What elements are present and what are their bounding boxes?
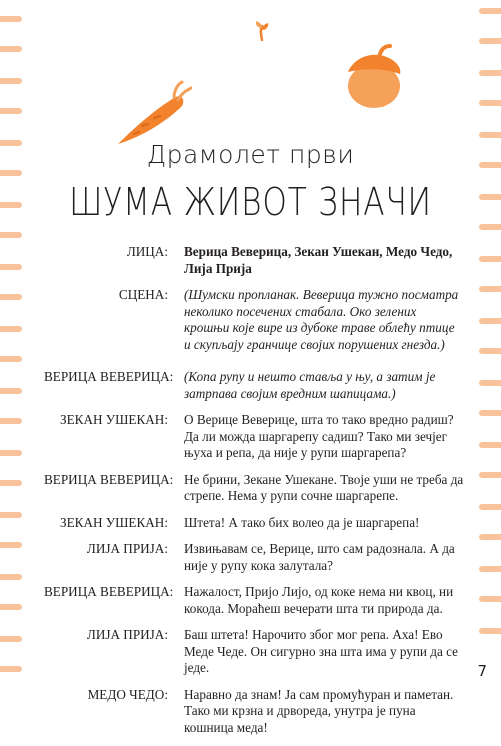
- speaker-label: МЕДО ЧЕДО:: [87, 686, 168, 702]
- script-row: [44, 412, 464, 462]
- dialogue-line: Штета! А тако бих волео да је шаргарепа!: [184, 514, 420, 530]
- page-title: ШУМА ЖИВОТ ЗНАЧИ: [69, 180, 432, 224]
- acorn-icon: [340, 42, 406, 112]
- page-number: 7: [477, 662, 487, 680]
- dialogue-line: Нажалост, Пријо Лијо, од коке нема ни квоц, ни кокода. Морaћеш вечерати шта ти природа да.: [184, 584, 454, 616]
- sprout-icon: [250, 18, 274, 42]
- dialogue-line: Баш штета! Нарочито због мог репа. Аха! Ево Медe Чеде. Он сигурно зна шта има у рупи да се једе.: [184, 627, 458, 675]
- dialogue-line: Извињавам се, Верице, што сам радознала. А да није у рупу кока залутала?: [184, 541, 455, 573]
- dialogue-line: Не брини, Зекане Ушекане. Твоје уши не треба да стрепе. Нема у рупи сочне шаргарепе.: [184, 471, 464, 503]
- speaker-label: ЗЕКАН УШЕКАН:: [59, 514, 168, 530]
- dialogue-line: О Верице Веверице, шта то тако вредно радиш? Да ли можда шаргарепу садиш? Тако ми зечјег њуха и репа, да није у рупи шаргарепа?: [184, 412, 454, 460]
- speaker-label: СЦЕНА:: [118, 287, 168, 302]
- speaker-label: ВЕРИЦА ВЕВЕРИЦА:: [44, 369, 174, 384]
- script-row: [44, 369, 464, 402]
- speaker-label: ВЕРИЦА ВЕВЕРИЦА:: [44, 584, 174, 599]
- play-script: [44, 244, 464, 746]
- scene-direction: (Шумски пропланак. Веверица тужно посматра неколико посечених стабала. Око зелених крошњи које вире из дубоке траве облећу птице и скупљају гранчице својих порушених гнезда.): [184, 287, 459, 352]
- speaker-label: ЛИЈА ПРИЈА:: [86, 627, 168, 642]
- speaker-label: ЗЕКАН УШЕКАН:: [59, 412, 168, 427]
- script-row: [44, 515, 464, 532]
- section-subtitle: Драмолет први: [146, 140, 355, 169]
- right-decorative-stripes: [469, 0, 501, 694]
- script-row-scene: [44, 287, 464, 353]
- speaker-label: ЛИЈА ПРИЈА:: [86, 541, 168, 556]
- script-row: [44, 541, 464, 574]
- dialogue-line: Наравно да знам! Ја сам промућуран и паметан. Тако ми крзна и дрворедa, унутра је пуна кошница меда!: [184, 686, 454, 735]
- script-row-characters: [44, 244, 464, 277]
- speaker-label: ЛИЦА:: [126, 244, 168, 259]
- left-decorative-stripes: [0, 0, 32, 694]
- script-row: [44, 472, 464, 505]
- script-row: [44, 627, 464, 677]
- characters-list: Верица Веверица, Зекан Ушекан, Медо Чедо, Лија Прија: [184, 244, 453, 276]
- stage-direction: (Копа рупу и нешто ставља у њу, а затим је затрпава својим вредним шапицама.): [184, 369, 436, 401]
- script-row: [44, 584, 464, 617]
- speaker-label: ВЕРИЦА ВЕВЕРИЦА:: [44, 471, 174, 487]
